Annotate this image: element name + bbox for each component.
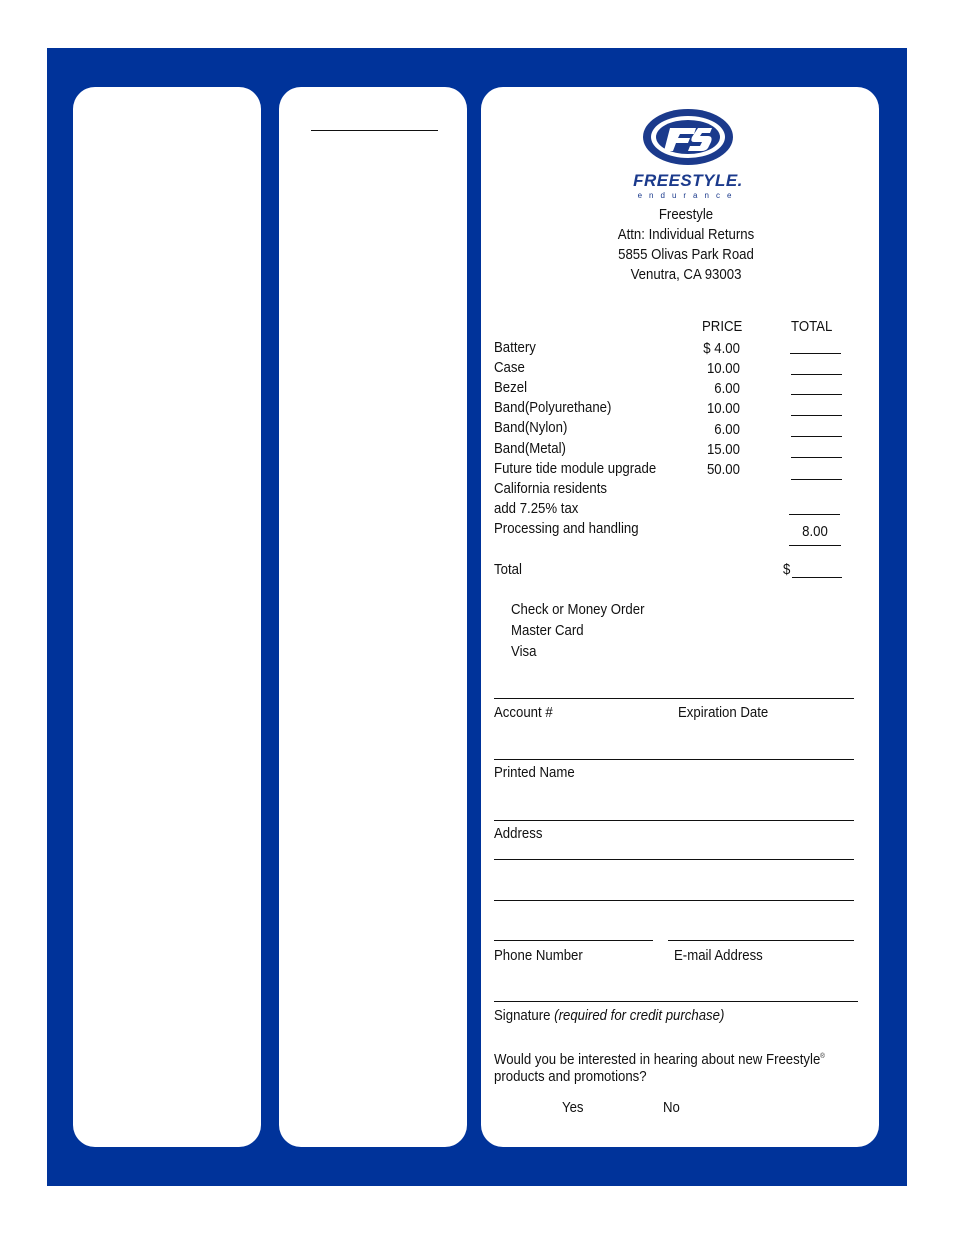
processing-rule	[789, 545, 841, 546]
total-header: TOTAL	[791, 318, 833, 335]
item-total-blank[interactable]	[790, 353, 841, 354]
address-blank-2[interactable]	[494, 859, 854, 860]
address-line-3: 5855 Olivas Park Road	[618, 246, 754, 263]
signature-label-text: Signature	[494, 1007, 551, 1024]
printed-name-blank[interactable]	[494, 759, 854, 760]
grand-total-currency: $	[783, 561, 791, 578]
freestyle-logo-icon	[640, 106, 736, 168]
item-total-blank[interactable]	[791, 394, 842, 395]
payment-option-visa[interactable]: Visa	[511, 643, 537, 660]
signature-label	[494, 1007, 724, 1025]
registered-mark: ®	[820, 1053, 825, 1060]
item-total-blank[interactable]	[791, 436, 842, 437]
item-price: 10.00	[706, 360, 740, 377]
item-price: 10.00	[706, 400, 740, 417]
signature-blank[interactable]	[494, 1001, 858, 1002]
tax-label-line-2: add 7.25% tax	[494, 500, 579, 517]
tax-label-line-1: California residents	[494, 480, 607, 497]
processing-value: 8.00	[802, 523, 828, 540]
item-label: Band(Metal)	[494, 440, 566, 457]
logo-wordmark: FREESTYLE.	[633, 171, 743, 190]
left-panel	[73, 87, 261, 1147]
address-label: Address	[494, 825, 543, 842]
item-total-blank[interactable]	[791, 457, 842, 458]
logo-subtitle: endurance	[637, 191, 739, 200]
address-blank-1[interactable]	[494, 820, 854, 821]
email-label: E-mail Address	[674, 947, 763, 964]
item-price: 50.00	[706, 461, 740, 478]
printed-name-label: Printed Name	[494, 764, 575, 781]
address-line-1: Freestyle	[658, 206, 714, 223]
promotions-question-line-1	[494, 1048, 825, 1069]
item-price: 6.00	[714, 380, 740, 397]
item-label: Bezel	[494, 379, 528, 396]
expiration-label: Expiration Date	[678, 704, 769, 721]
processing-label: Processing and handling	[494, 520, 639, 537]
account-label: Account #	[494, 704, 553, 721]
item-label: Future tide module upgrade	[494, 460, 657, 477]
middle-panel-rule	[311, 130, 438, 131]
item-total-blank[interactable]	[791, 374, 842, 375]
signature-note: (required for credit purchase)	[554, 1007, 725, 1024]
price-header: PRICE	[702, 318, 743, 335]
grand-total-blank[interactable]	[792, 577, 842, 578]
address-blank-3[interactable]	[494, 900, 854, 901]
option-no[interactable]: No	[663, 1099, 680, 1116]
item-price: $ 4.00	[703, 340, 740, 357]
address-line-2: Attn: Individual Returns	[617, 226, 755, 243]
phone-label: Phone Number	[494, 947, 583, 964]
option-yes[interactable]: Yes	[562, 1099, 584, 1116]
grand-total-label: Total	[494, 561, 522, 578]
phone-blank[interactable]	[494, 940, 653, 941]
email-blank[interactable]	[668, 940, 854, 941]
middle-panel	[279, 87, 467, 1147]
item-label: Band(Polyurethane)	[494, 399, 612, 416]
item-total-blank[interactable]	[791, 415, 842, 416]
promotions-question-line-2: products and promotions?	[494, 1068, 647, 1085]
item-total-blank[interactable]	[791, 479, 842, 480]
item-label: Battery	[494, 339, 536, 356]
item-label: Case	[494, 359, 525, 376]
promotions-question-text: Would you be interested in hearing about new Freestyle	[494, 1051, 821, 1068]
tax-total-blank[interactable]	[789, 514, 840, 515]
item-price: 6.00	[714, 421, 740, 438]
item-label: Band(Nylon)	[494, 419, 568, 436]
payment-option-mastercard[interactable]: Master Card	[511, 622, 584, 639]
address-line-4: Venutra, CA 93003	[630, 266, 742, 283]
payment-option-check[interactable]: Check or Money Order	[511, 601, 645, 618]
account-expiration-blank[interactable]	[494, 698, 854, 699]
item-price: 15.00	[706, 441, 740, 458]
